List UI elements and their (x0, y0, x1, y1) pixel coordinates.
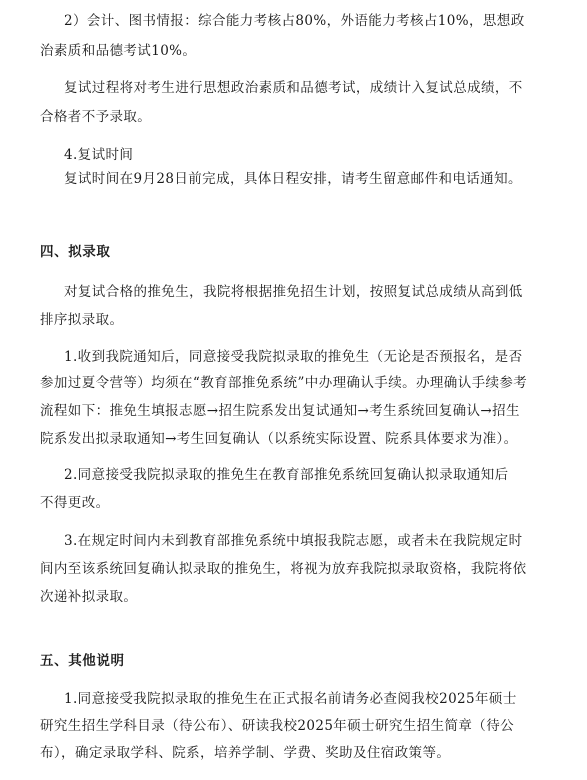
item-4-text: 复试时间在9月28日前完成，具体日程安排，请考生留意邮件和电话通知。 (64, 171, 522, 187)
paragraph-review-line-2: 合格者不予录取。 (40, 109, 152, 125)
section-4-p2-line-2: 不得更改。 (40, 495, 110, 511)
section-5-p1-line-3: 布），确定录取学科、院系，培养学制、学费、奖助及住宿政策等。 (40, 745, 451, 761)
paragraph-review-line-1: 复试过程将对考生进行思想政治素质和品德考试，成绩计入复试总成绩，不 (64, 80, 523, 96)
section-4-p1-line-3: 流程如下：推免生填报志愿→招生院系发出复试通知→考生系统回复确认→招生 (40, 403, 520, 419)
section-4-p3-line-1: 3.在规定时间内未到教育部推免系统中填报我院志愿，或者未在我院规定时 (64, 533, 523, 549)
item-4-title: 4.复试时间 (64, 147, 134, 163)
paragraph-2-line-1: 2）会计、图书情报：综合能力考核占80%，外语能力考核占10%，思想政 (64, 13, 525, 29)
section-4-p2-line-1: 2.同意接受我院拟录取的推免生在教育部推免系统回复确认拟录取通知后 (64, 467, 509, 483)
section-5-p1-line-2: 研究生招生学科目录（待公布）、研读我校2025年硕士研究生招生简章（待公 (40, 718, 515, 734)
section-4-p1-line-1: 1.收到我院通知后，同意接受我院拟录取的推免生（无论是否预报名，是否 (64, 349, 523, 365)
section-5-p1-line-1: 1.同意接受我院拟录取的推免生在正式报名前请务必查阅我校2025年硕士 (64, 691, 517, 707)
section-5-heading: 五、其他说明 (40, 653, 125, 669)
section-4-p3-line-2: 间内至该系统回复确认拟录取的推免生，将视为放弃我院拟录取资格，我院将依 (40, 561, 527, 577)
paragraph-2-line-2: 治素质和品德考试10%。 (40, 43, 197, 59)
section-4-intro-line-1: 对复试合格的推免生，我院将根据推免招生计划，按照复试总成绩从高到低 (64, 284, 523, 300)
section-4-heading: 四、拟录取 (40, 244, 111, 260)
section-4-p1-line-4: 院系发出拟录取通知→考生回复确认（以系统实际设置、院系具体要求为准）。 (40, 431, 518, 447)
section-4-intro-line-2: 排序拟录取。 (40, 312, 124, 328)
section-4-p1-line-2: 参加过夏令营等）均须在“教育部推免系统”中办理确认手续。办理确认手续参考 (40, 375, 528, 391)
section-4-p3-line-3: 次递补拟录取。 (40, 589, 138, 605)
